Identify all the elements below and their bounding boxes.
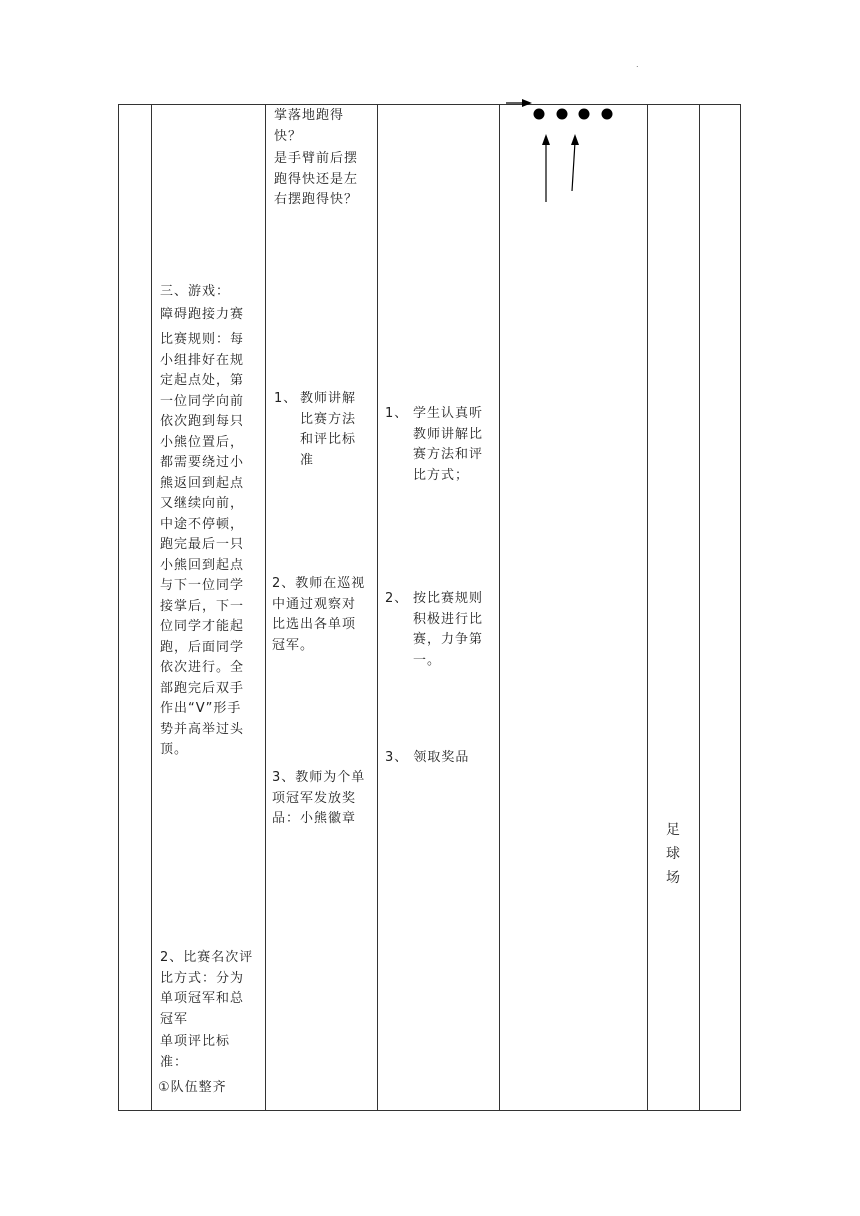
game-title: 三、游戏： (160, 284, 231, 299)
bear-marker-4 (602, 109, 613, 120)
student-step-1: 学生认真听 教师讲解比 赛方法和评 比方式； (413, 406, 484, 483)
page-corner-mark: . (636, 60, 639, 69)
teacher-step-3: 3、教师为个单 项冠军发放奖 品：小熊徽章 (272, 770, 366, 826)
teacher-step-1-number: 1、 (274, 391, 298, 406)
standard-item-1: ①队伍整齐 (158, 1080, 227, 1095)
student-step-2: 按比赛规则 积极进行比 赛，力争第 一。 (413, 591, 484, 668)
up-arrow-2 (571, 134, 579, 191)
single-standard: 单项评比标 准： (160, 1034, 231, 1070)
student-step-1-number: 1、 (385, 406, 409, 421)
bear-marker-1 (534, 109, 545, 120)
question-1: 掌落地跑得 快？ (274, 108, 345, 144)
bear-marker-2 (557, 109, 568, 120)
question-2: 是手臂前后摆 跑得快还是左 右摆跑得快？ (274, 151, 359, 207)
teacher-step-1: 教师讲解 比赛方法 和评比标 准 (300, 391, 357, 468)
bear-marker-3 (579, 109, 590, 120)
student-step-2-number: 2、 (385, 591, 409, 606)
teacher-step-2: 2、教师在巡视 中通过观察对 比选出各单项 冠军。 (272, 576, 366, 653)
ranking-method: 2、比赛名次评 比方式：分为 单项冠军和总 冠军 (160, 950, 254, 1027)
game-name: 障碍跑接力赛 (160, 307, 245, 322)
start-arrow (506, 99, 532, 107)
venue-label: 足球 场 (666, 822, 682, 886)
up-arrow-1 (542, 134, 550, 202)
game-rules: 比赛规则：每 小组排好在规 定起点处，第 一位同学向前 依次跑到每只 小熊位置后， 都需要绕过小 熊返回到起点 又继续向前， 中途不停顿， 跑完最后一只 小熊回到起点 与下一位同学 接掌后，下一 位同学才能起 跑，后面同学 依次进行。全 部跑完后双手 作出“V”形手 势并高举过头 顶。 (160, 332, 245, 757)
student-step-3: 3、 领取奖品 (385, 750, 470, 765)
